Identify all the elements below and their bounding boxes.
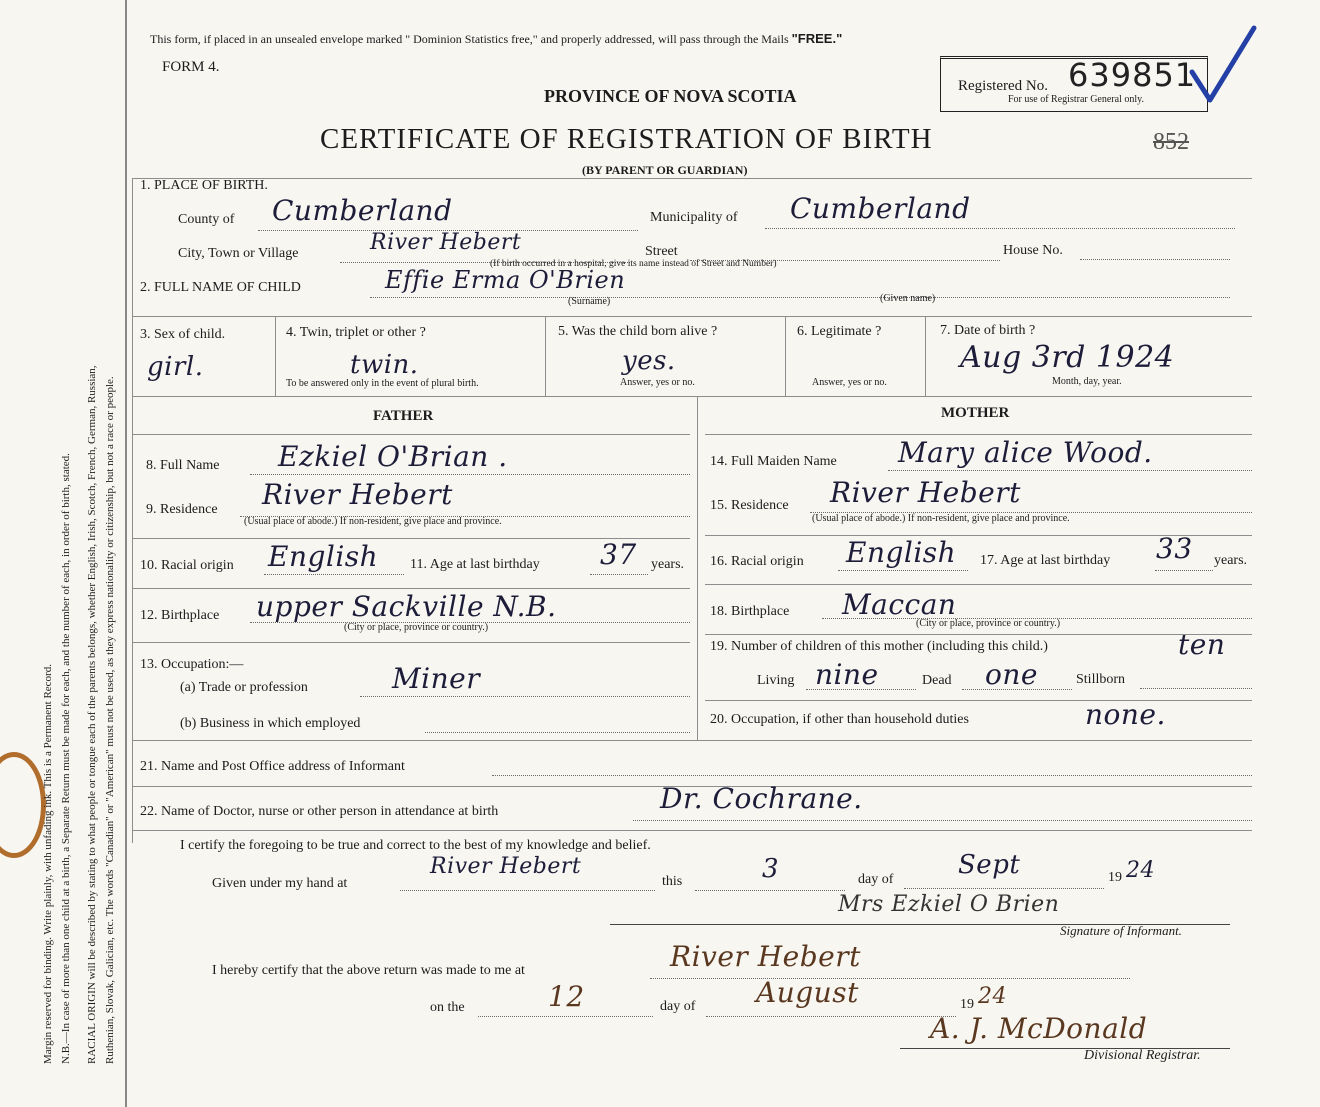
registrar-day-of-label: day of bbox=[660, 999, 696, 1014]
mother-rule-4 bbox=[705, 700, 1252, 701]
living-label: Living bbox=[757, 673, 795, 688]
child-name-value: Effie Erma O'Brien bbox=[385, 266, 626, 294]
father-racial-value: English bbox=[268, 540, 379, 573]
mother-rule-3 bbox=[705, 634, 1252, 635]
father-birthplace-value: upper Sackville N.B. bbox=[256, 590, 557, 623]
rule-certify bbox=[132, 830, 1252, 831]
father-head-rule bbox=[132, 434, 690, 435]
frame-left bbox=[125, 0, 127, 1107]
place-heading: 1. PLACE OF BIRTH. bbox=[140, 178, 268, 193]
city-label: City, Town or Village bbox=[178, 246, 299, 261]
mother-name-label: 14. Full Maiden Name bbox=[710, 454, 837, 469]
dob-label: 7. Date of birth ? bbox=[940, 323, 1036, 338]
given-day-value: 3 bbox=[762, 854, 780, 884]
municipality-value: Cumberland bbox=[790, 192, 971, 225]
father-trade-line bbox=[360, 696, 690, 697]
rule-21 bbox=[132, 740, 1252, 741]
alive-label: 5. Was the child born alive ? bbox=[558, 324, 718, 339]
box-divider-3 bbox=[785, 316, 786, 396]
parent-divider bbox=[697, 396, 698, 740]
box-divider-2 bbox=[545, 316, 546, 396]
legitimate-note: Answer, yes or no. bbox=[812, 377, 887, 388]
county-value: Cumberland bbox=[272, 194, 453, 227]
father-trade-value: Miner bbox=[392, 662, 481, 695]
stillborn-label: Stillborn bbox=[1076, 672, 1126, 687]
registrar-place-line bbox=[650, 978, 1130, 979]
mother-children-label: 19. Number of children of this mother (including this child.) bbox=[710, 639, 1048, 654]
registrar-signature: A. J. McDonald bbox=[930, 1012, 1148, 1045]
father-business-line bbox=[425, 732, 690, 733]
street-note: (If birth occurred in a hospital, give its name instead of Street and Number) bbox=[490, 259, 777, 269]
mother-racial-label: 16. Racial origin bbox=[710, 554, 804, 569]
living-value: nine bbox=[815, 658, 879, 691]
given-year-value: 24 bbox=[1126, 858, 1155, 883]
child-name-line bbox=[370, 297, 1230, 298]
sex-label: 3. Sex of child. bbox=[140, 327, 226, 342]
house-label: House No. bbox=[1003, 243, 1063, 258]
mother-name-line bbox=[888, 470, 1252, 471]
father-heading: FATHER bbox=[373, 408, 434, 424]
mother-name-value: Mary alice Wood. bbox=[898, 436, 1153, 469]
mother-age-line bbox=[1155, 570, 1213, 571]
registrar-day-line bbox=[478, 1016, 653, 1017]
mother-years: years. bbox=[1214, 553, 1248, 568]
father-rule-2 bbox=[132, 588, 690, 589]
province-title: PROVINCE OF NOVA SCOTIA bbox=[544, 86, 797, 106]
county-label: County of bbox=[178, 212, 235, 227]
certificate-subtitle: (BY PARENT OR GUARDIAN) bbox=[582, 163, 748, 177]
mother-rule-2 bbox=[705, 584, 1252, 585]
mother-birthplace-note: (City or place, province or country.) bbox=[916, 618, 1061, 629]
mother-children-value: ten bbox=[1178, 628, 1226, 661]
this-label: this bbox=[662, 874, 683, 889]
registered-note: For use of Registrar General only. bbox=[1008, 94, 1144, 105]
box-divider-4 bbox=[925, 316, 926, 396]
dead-label: Dead bbox=[922, 673, 952, 688]
margin-note-1: Margin reserved for binding. Write plainly, with unfading ink. This is a Permanent Record. bbox=[42, 664, 54, 1064]
certificate-title: CERTIFICATE OF REGISTRATION OF BIRTH bbox=[320, 123, 933, 155]
form-number: FORM 4. bbox=[162, 59, 220, 75]
twin-value: twin. bbox=[350, 350, 419, 380]
mail-notice: This form, if placed in an unsealed envelope marked " Dominion Statistics free," and properly addressed, will pass through the Mails "FREE." bbox=[150, 31, 843, 46]
stillborn-line bbox=[1140, 688, 1252, 689]
mother-racial-line bbox=[838, 570, 968, 571]
alive-note: Answer, yes or no. bbox=[620, 377, 695, 388]
registrar-label: Divisional Registrar. bbox=[1084, 1048, 1201, 1063]
father-rule-3 bbox=[132, 642, 690, 643]
father-business-label: (b) Business in which employed bbox=[180, 716, 361, 731]
mother-residence-note: (Usual place of abode.) If non-resident, give place and province. bbox=[812, 513, 1070, 524]
given-day-line bbox=[695, 890, 845, 891]
informant-label: 21. Name and Post Office address of Informant bbox=[140, 759, 405, 774]
father-name-label: 8. Full Name bbox=[146, 458, 220, 473]
informant-signature: Mrs Ezkiel O Brien bbox=[838, 892, 1060, 917]
municipality-label: Municipality of bbox=[650, 210, 738, 225]
given-year-prefix: 19 bbox=[1108, 870, 1122, 885]
father-racial-label: 10. Racial origin bbox=[140, 558, 234, 573]
registrar-month-value: August bbox=[756, 976, 859, 1009]
mother-head-rule bbox=[705, 434, 1252, 435]
dob-value: Aug 3rd 1924 bbox=[960, 340, 1175, 375]
doctor-label: 22. Name of Doctor, nurse or other person in attendance at birth bbox=[140, 804, 499, 819]
mother-racial-value: English bbox=[846, 536, 957, 569]
father-residence-note: (Usual place of abode.) If non-resident, give place and province. bbox=[244, 516, 502, 527]
registered-label: Registered No. bbox=[958, 78, 1048, 94]
mother-age-label: 17. Age at last birthday bbox=[980, 553, 1111, 568]
margin-note-2: N.B.—In case of more than one child at a birth, a Separate Return must be made for each, and the number of each, in order of birth, stated. bbox=[60, 453, 72, 1064]
father-age-line bbox=[590, 574, 648, 575]
mother-residence-value: River Hebert bbox=[830, 476, 1021, 509]
box-divider-1 bbox=[275, 316, 276, 396]
mother-heading: MOTHER bbox=[941, 405, 1010, 421]
rule-3 bbox=[132, 316, 1252, 317]
registrar-statement: I hereby certify that the above return was made to me at bbox=[212, 963, 525, 978]
frame-left-inner bbox=[132, 178, 133, 843]
registrar-month-line bbox=[706, 1016, 956, 1017]
dead-value: one bbox=[985, 658, 1038, 691]
given-place-line bbox=[400, 890, 655, 891]
surname-note: (Surname) bbox=[568, 296, 611, 307]
mother-occupation-label: 20. Occupation, if other than household duties bbox=[710, 712, 969, 727]
sex-value: girl. bbox=[147, 352, 204, 382]
father-racial-line bbox=[264, 574, 404, 575]
day-of-label: day of bbox=[858, 872, 894, 887]
dead-line bbox=[962, 689, 1072, 690]
mother-occupation-value: none. bbox=[1085, 698, 1166, 731]
mother-residence-label: 15. Residence bbox=[710, 498, 789, 513]
margin-note-3: RACIAL ORIGIN will be described by stating to what people or tongue each of the parents belongs, whether English, Irish, Scotch, French, German, Russian, bbox=[86, 365, 98, 1064]
given-label: Given under my hand at bbox=[212, 876, 348, 891]
father-occupation-label: 13. Occupation:— bbox=[140, 657, 244, 672]
margin-note-4: Ruthenian, Slovak, Galician, etc. The words "Canadian" or "American" must not be used, as they express nationality or citizenship, but not a race or people. bbox=[104, 376, 116, 1064]
father-name-value: Ezkiel O'Brian . bbox=[278, 440, 508, 473]
living-line bbox=[806, 689, 916, 690]
mother-birthplace-value: Maccan bbox=[842, 588, 957, 621]
given-name-note: (Given name) bbox=[880, 293, 936, 304]
father-age-value: 37 bbox=[600, 538, 637, 571]
twin-label: 4. Twin, triplet or other ? bbox=[286, 325, 426, 340]
rule-top bbox=[132, 178, 1252, 179]
certify-statement: I certify the foregoing to be true and correct to the best of my knowledge and belief. bbox=[180, 838, 651, 853]
house-line bbox=[1080, 259, 1230, 260]
mother-birthplace-label: 18. Birthplace bbox=[710, 604, 790, 619]
registrar-year-value: 24 bbox=[978, 984, 1007, 1009]
informant-signature-label: Signature of Informant. bbox=[1060, 923, 1182, 938]
registered-number: 639851 bbox=[1068, 56, 1197, 94]
registrar-day-value: 12 bbox=[548, 980, 585, 1013]
father-age-label: 11. Age at last birthday bbox=[410, 557, 540, 572]
given-month-line bbox=[904, 888, 1104, 889]
rule-4 bbox=[132, 396, 1252, 397]
city-value: River Hebert bbox=[370, 230, 522, 255]
on-the-label: on the bbox=[430, 1000, 465, 1015]
father-years: years. bbox=[651, 557, 685, 572]
father-birthplace-label: 12. Birthplace bbox=[140, 608, 220, 623]
father-birthplace-note: (City or place, province or country.) bbox=[344, 622, 489, 633]
street-label: Street bbox=[645, 244, 678, 259]
father-name-line bbox=[250, 474, 690, 475]
mother-age-value: 33 bbox=[1156, 532, 1193, 565]
child-name-label: 2. FULL NAME OF CHILD bbox=[140, 280, 301, 295]
father-residence-value: River Hebert bbox=[262, 478, 453, 511]
father-residence-label: 9. Residence bbox=[146, 502, 218, 517]
twin-note: To be answered only in the event of plural birth. bbox=[286, 378, 479, 389]
doctor-line bbox=[633, 820, 1252, 821]
alive-value: yes. bbox=[622, 346, 676, 376]
registrar-year-prefix: 19 bbox=[960, 997, 974, 1012]
registrar-place-value: River Hebert bbox=[670, 940, 861, 973]
municipality-line bbox=[765, 228, 1235, 229]
given-month-value: Sept bbox=[958, 850, 1021, 880]
doctor-value: Dr. Cochrane. bbox=[660, 782, 863, 815]
father-trade-label: (a) Trade or profession bbox=[180, 680, 308, 695]
struck-number: 852 bbox=[1153, 129, 1189, 155]
checkmark-icon bbox=[1188, 24, 1258, 104]
legitimate-label: 6. Legitimate ? bbox=[797, 324, 882, 339]
informant-line bbox=[492, 775, 1252, 776]
dob-note: Month, day, year. bbox=[1052, 376, 1122, 387]
binding-mark bbox=[0, 752, 46, 858]
given-place-value: River Hebert bbox=[430, 854, 582, 879]
